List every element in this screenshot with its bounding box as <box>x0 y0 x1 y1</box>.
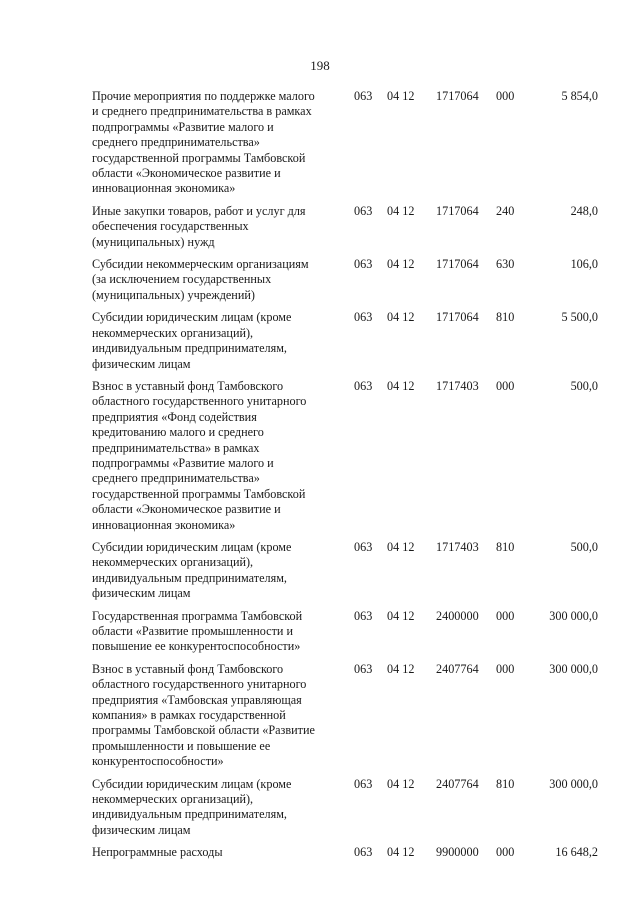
ministry-code: 063 <box>354 89 373 103</box>
amount: 5 854,0 <box>561 89 598 103</box>
expense-type-code: 240 <box>496 203 515 218</box>
ministry-code: 063 <box>354 608 373 623</box>
row-name: Взнос в уставный фонд Тамбовского областного государственного унитарного предприятия «Тамбовская управляющая компания» в рамках государственной программы Тамбовской области «Развитие промышленности и повышение ее конкурентоспособности» <box>92 661 315 769</box>
amount: 500,0 <box>570 378 598 393</box>
target-code: 1717064 <box>436 257 479 272</box>
target-code: 1717403 <box>436 539 479 554</box>
section-code: 04 12 <box>387 845 415 860</box>
table-row <box>0 310 640 372</box>
section-code: 04 12 <box>387 539 415 554</box>
ministry-code: 063 <box>354 776 373 791</box>
ministry-code: 063 <box>354 845 373 860</box>
section-code: 04 12 <box>387 661 415 676</box>
target-code: 1717064 <box>436 203 479 218</box>
table-row <box>0 662 640 770</box>
expense-type-code: 000 <box>496 608 515 623</box>
section-code: 04 12 <box>387 776 415 791</box>
target-code: 2400000 <box>436 608 479 623</box>
page-number: 198 <box>310 58 330 73</box>
ministry-code: 063 <box>354 539 373 554</box>
section-code: 04 12 <box>387 378 415 393</box>
row-name: Субсидии юридическим лицам (кроме некоммерческих организаций), индивидуальным предпринимателям, физическим лицам <box>92 776 292 837</box>
target-code: 2407764 <box>436 661 479 676</box>
amount: 500,0 <box>570 539 598 554</box>
row-name: Иные закупки товаров, работ и услуг для обеспечения государственных (муниципальных) нужд <box>92 203 306 249</box>
amount: 16 648,2 <box>555 845 598 860</box>
row-name: Субсидии юридическим лицам (кроме некоммерческих организаций), индивидуальным предпринимателям, физическим лицам <box>92 539 292 601</box>
section-code: 04 12 <box>387 257 415 272</box>
section-code: 04 12 <box>387 89 415 103</box>
table-row <box>0 257 640 303</box>
amount: 300 000,0 <box>549 776 598 791</box>
table-row <box>0 609 640 655</box>
ministry-code: 063 <box>354 257 373 272</box>
row-name: Взнос в уставный фонд Тамбовского областного государственного унитарного предприятия «Фонд содействия кредитованию малого и среднего предпринимательства» в рамках подпрограммы «Развитие малого и среднего предпринимательства» государственной программы Тамбовской области «Экономическое развитие и инновационная экономика» <box>92 378 307 532</box>
expense-type-code: 000 <box>496 378 515 393</box>
ministry-code: 063 <box>354 661 373 676</box>
row-name: Государственная программа Тамбовской области «Развитие промышленности и повышение ее конкурентоспособности» <box>92 608 303 654</box>
expense-type-code: 810 <box>496 776 515 791</box>
table-row <box>0 379 640 533</box>
amount: 300 000,0 <box>549 661 598 676</box>
target-code: 1717064 <box>436 310 479 325</box>
expense-type-code: 000 <box>496 845 515 860</box>
table-row <box>0 845 640 860</box>
expense-type-code: 630 <box>496 257 515 272</box>
section-code: 04 12 <box>387 608 415 623</box>
ministry-code: 063 <box>354 378 373 393</box>
table-row <box>0 777 640 839</box>
expense-type-code: 000 <box>496 661 515 676</box>
row-name: Непрограммные расходы <box>92 845 223 860</box>
budget-table <box>0 89 640 868</box>
row-name: Субсидии юридическим лицам (кроме некоммерческих организаций), индивидуальным предпринимателям, физическим лицам <box>92 310 292 371</box>
target-code: 1717403 <box>436 378 479 393</box>
row-name: Прочие мероприятия по поддержке малого и среднего предпринимательства в рамках подпрограммы «Развитие малого и среднего предпринимательства» государственной программы Тамбовской области «Экономическое развитие и инновационная экономика» <box>92 89 315 196</box>
table-row <box>0 540 640 602</box>
ministry-code: 063 <box>354 203 373 218</box>
amount: 5 500,0 <box>561 310 598 325</box>
table-row <box>0 204 640 250</box>
amount: 248,0 <box>570 203 598 218</box>
target-code: 1717064 <box>436 89 479 103</box>
section-code: 04 12 <box>387 310 415 325</box>
expense-type-code: 810 <box>496 539 515 554</box>
expense-type-code: 810 <box>496 310 515 325</box>
target-code: 2407764 <box>436 776 479 791</box>
amount: 300 000,0 <box>549 608 598 623</box>
row-name: Субсидии некоммерческим организациям (за исключением государственных (муниципальных) учреждений) <box>92 257 309 302</box>
section-code: 04 12 <box>387 203 415 218</box>
ministry-code: 063 <box>354 310 373 325</box>
expense-type-code: 000 <box>496 89 515 103</box>
amount: 106,0 <box>570 257 598 272</box>
target-code: 9900000 <box>436 845 479 860</box>
table-row <box>0 89 640 197</box>
